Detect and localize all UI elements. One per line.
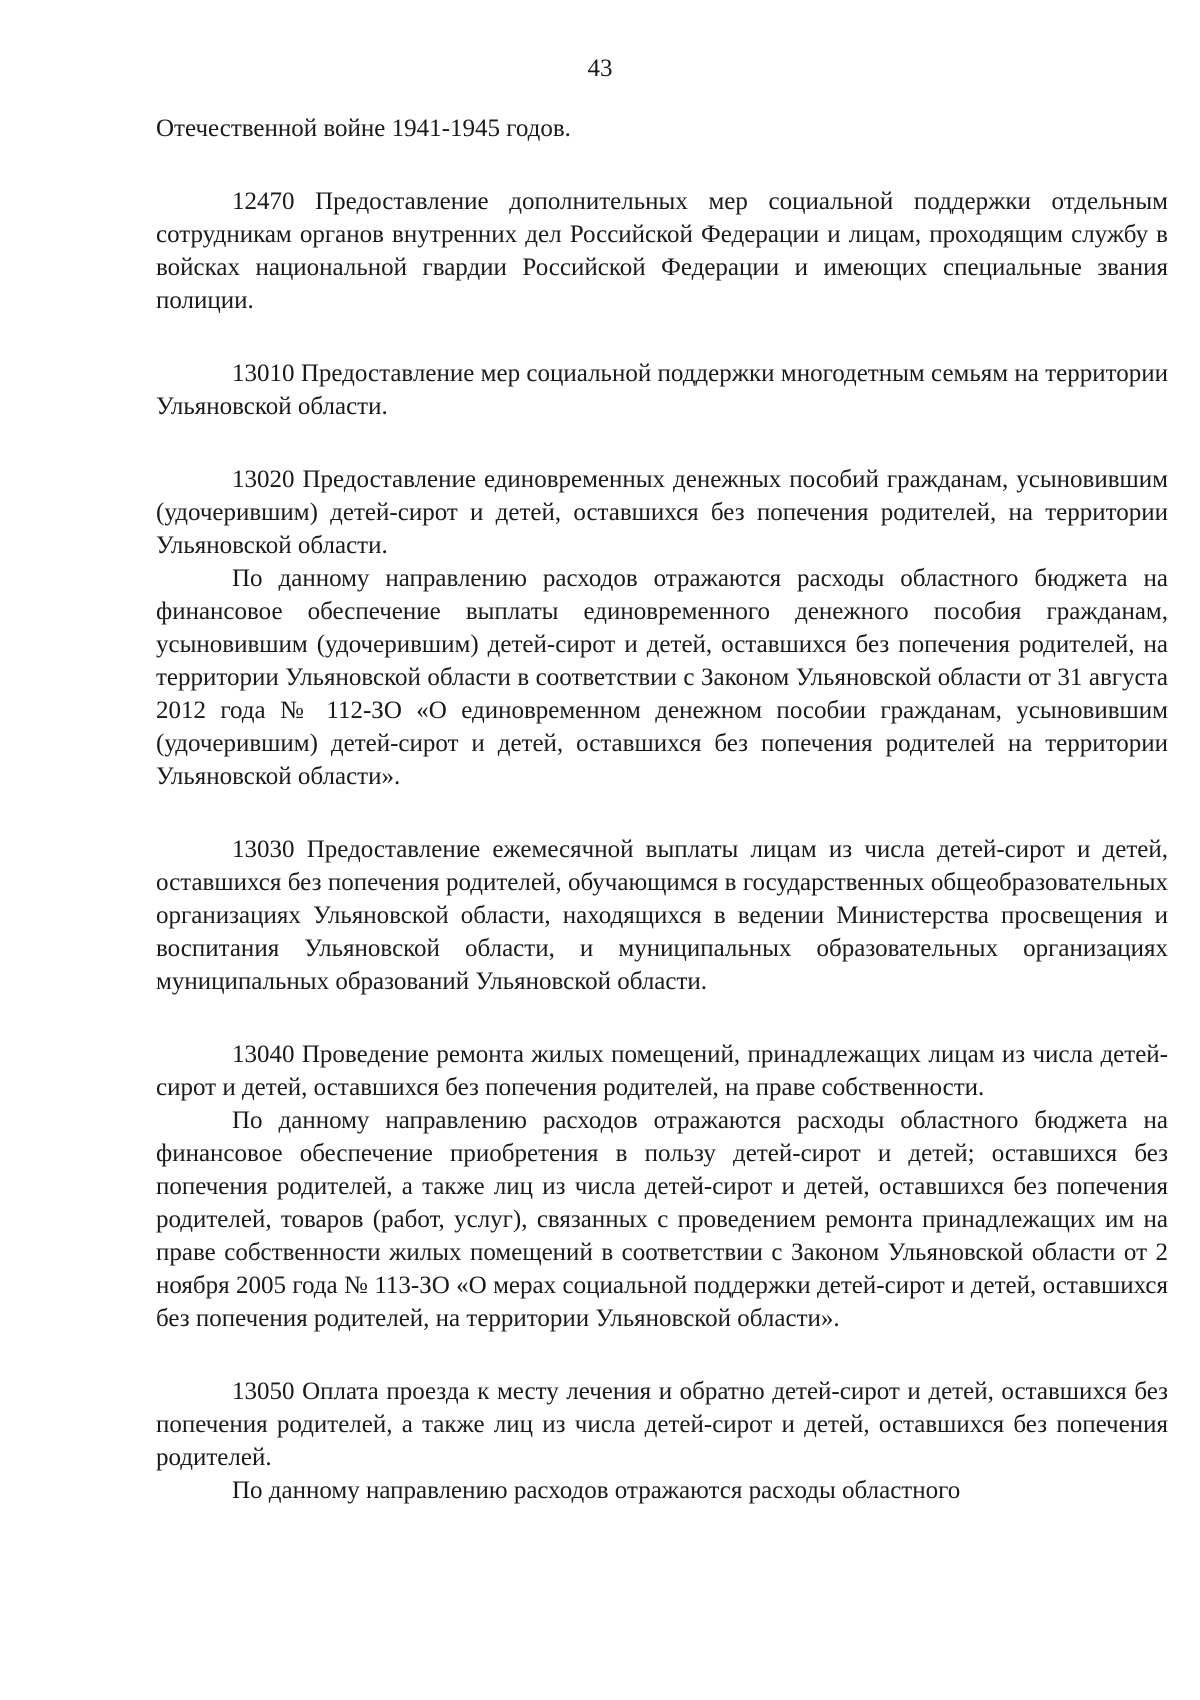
paragraph-13010: 13010 Предоставление мер социальной поддержки многодетным семьям на территории Ульяновской области. [156, 360, 1168, 420]
paragraph-13040: 13040 Проведение ремонта жилых помещений, принадлежащих лицам из числа детей-сирот и детей, оставшихся без попечения родителей, на праве собственности. [156, 1041, 1168, 1101]
paragraph-12470: 12470 Предоставление дополнительных мер социальной поддержки отдельным сотрудникам органов внутренних дел Российской Федерации и лицам, проходящим службу в войсках национальной гвардии Российской Федерации и имеющих специальные звания полиции. [156, 188, 1168, 314]
paragraph-13020: 13020 Предоставление единовременных денежных пособий гражданам, усыновившим (удочерившим) детей-сирот и детей, оставшихся без попечения родителей, на территории Ульяновской области. [156, 466, 1168, 559]
page-number: 43 [587, 55, 613, 82]
paragraph-13020-detail: По данному направлению расходов отражаются расходы областного бюджета на финансовое обеспечение выплаты единовременного денежного пособия гражданам, усыновившим (удочерившим) детей-сирот и детей, оставшихся без попечения родителей, на территории Ульяновской области в соответствии с Законом Ульяновской области от 31 августа 2012 года № 112-ЗО «О единовременном денежном пособии гражданам, усыновившим (удочерившим) детей-сирот и детей, оставшихся без попечения родителей на территории Ульяновской области». [156, 565, 1168, 790]
paragraph-13050-detail: По данному направлению расходов отражаются расходы областного [232, 1477, 961, 1504]
paragraph-13030: 13030 Предоставление ежемесячной выплаты лицам из числа детей-сирот и детей, оставшихся без попечения родителей, обучающимся в государственных общеобразовательных организациях Ульяновской области, находящихся в ведении Министерства просвещения и воспитания Ульяновской области, и муниципальных образовательных организациях муниципальных образований Ульяновской области. [156, 836, 1168, 995]
document-body [156, 112, 1168, 1507]
paragraph: Отечественной войне 1941-1945 годов. [156, 115, 571, 142]
paragraph-13050: 13050 Оплата проезда к месту лечения и обратно детей-сирот и детей, оставшихся без попечения родителей, а также лиц из числа детей-сирот и детей, оставшихся без попечения родителей. [156, 1378, 1168, 1471]
paragraph-13040-detail: По данному направлению расходов отражаются расходы областного бюджета на финансовое обеспечение приобретения в пользу детей-сирот и детей; оставшихся без попечения родителей, а также лиц из числа детей-сирот и детей, оставшихся без попечения родителей, товаров (работ, услуг), связанных с проведением ремонта принадлежащих им на праве собственности жилых помещений в соответствии с Законом Ульяновской области от 2 ноября 2005 года № 113-ЗО «О мерах социальной поддержки детей-сирот и детей, оставшихся без попечения родителей, на территории Ульяновской области». [156, 1107, 1168, 1332]
